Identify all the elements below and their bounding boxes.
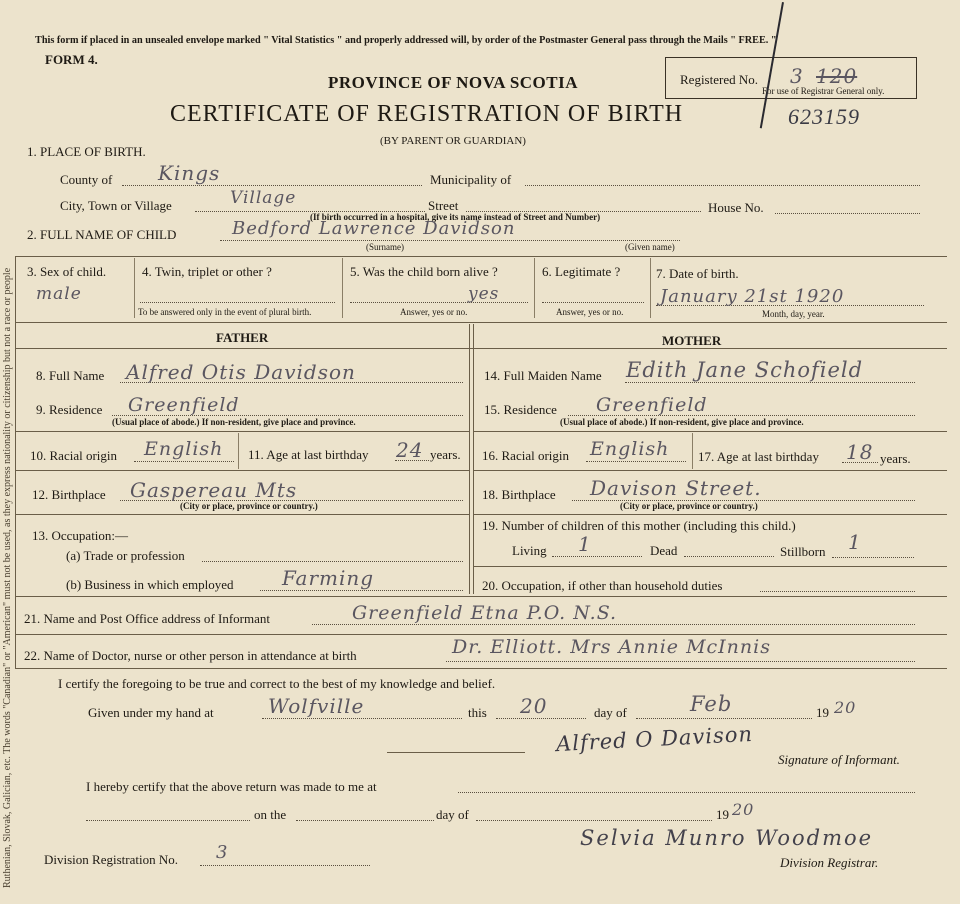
dob-value: January 21st 1920 [660,286,845,307]
father-birthplace-value: Gaspereau Mts [130,478,298,502]
mother-racial-line [586,461,686,462]
stillborn-line [832,557,914,558]
mother-years-label: years. [880,451,911,466]
division-registration-label: Division Registration No. [44,852,178,867]
registrar-day-line [296,820,434,821]
mother-racial-value: English [590,438,670,460]
rule [15,348,947,349]
given-month-value: Feb [690,692,733,716]
registrar-month-line [476,820,712,821]
father-name-label: 8. Full Name [36,368,105,383]
father-years-label: years. [430,447,461,462]
father-residence-label: 9. Residence [36,402,103,417]
registrar-year-value: 20 [732,800,755,819]
father-racial-value: English [144,438,224,460]
father-residence-value: Greenfield [128,394,240,416]
mail-notice: This form if placed in an unsealed envelope marked " Vital Statistics " and properly addressed will, by order of the Postmaster General pass through the Mails " FREE. " [35,34,777,46]
born-alive-note: Answer, yes or no. [400,307,468,317]
registrar-place-line [458,792,915,793]
county-line [122,185,422,186]
mother-abode-note: (Usual place of abode.) If non-resident, give place and province. [560,417,804,427]
father-birthplace-note: (City or place, province or country.) [180,501,318,511]
rule [15,256,947,257]
given-day-value: 20 [520,694,548,718]
informant-signature: Alfred O Davison [555,721,754,757]
rule [238,433,239,469]
registrar-signature: Selvia Munro Woodmoe [580,826,874,850]
sex-label: 3. Sex of child. [27,264,107,279]
living-label: Living [512,543,547,558]
father-heading: FATHER [216,330,269,345]
dob-label: 7. Date of birth. [656,266,739,281]
plural-birth-note: To be answered only in the event of plural birth. [138,307,312,317]
father-name-value: Alfred Otis Davidson [126,360,356,384]
child-name-line [220,240,680,241]
mother-occupation-label: 20. Occupation, if other than household duties [482,578,723,593]
father-racial-line [134,461,234,462]
mother-age-value: 18 [846,440,874,464]
attendant-label: 22. Name of Doctor, nurse or other person in attendance at birth [24,648,357,663]
father-racial-label: 10. Racial origin [30,448,118,463]
day-of-label: day of [594,705,627,720]
municipality-label: Municipality of [430,172,512,187]
house-line [775,213,920,214]
occupation-label: 13. Occupation:— [32,528,129,543]
province-heading: PROVINCE OF NOVA SCOTIA [328,73,579,92]
rule [15,256,16,668]
form-number: FORM 4. [45,52,98,67]
informant-label: 21. Name and Post Office address of Informant [24,611,270,626]
attendant-value: Dr. Elliott. Mrs Annie McInnis [452,636,771,658]
mother-residence-label: 15. Residence [484,402,557,417]
rule [15,514,469,515]
father-age-label: 11. Age at last birthday [248,447,369,462]
city-value: Village [230,188,297,208]
division-registration-value: 3 [216,842,229,863]
dob-note: Month, day, year. [762,309,825,319]
given-place-line [262,718,462,719]
rule [15,668,947,669]
legitimate-line [542,302,644,303]
father-birthplace-label: 12. Birthplace [32,487,106,502]
municipality-line [525,185,920,186]
registered-struck-value: 120 [816,64,858,88]
certificate-title: CERTIFICATE OF REGISTRATION OF BIRTH [170,101,684,127]
born-alive-line [350,302,528,303]
rule [534,258,535,318]
mother-racial-label: 16. Racial origin [482,448,570,463]
given-label: Given under my hand at [88,705,214,720]
rule [15,634,947,635]
mother-birthplace-label: 18. Birthplace [482,487,556,502]
place-of-birth-label: 1. PLACE OF BIRTH. [27,144,146,159]
child-name-label: 2. FULL NAME OF CHILD [27,227,177,242]
mother-birthplace-note: (City or place, province or country.) [620,501,758,511]
street-label: Street [428,198,459,213]
given-place-value: Wolfville [268,694,365,718]
registrar-day-of-label: day of [436,807,469,822]
hospital-note: (If birth occurred in a hospital, give its name instead of Street and Number) [310,212,601,222]
mother-birthplace-value: Davison Street. [590,476,762,500]
on-the-label: on the [254,807,287,822]
rule [650,258,651,318]
informant-value: Greenfield Etna P.O. N.S. [352,602,618,624]
division-registration-line [200,865,370,866]
parents-divider [473,324,474,594]
city-label: City, Town or Village [60,198,172,213]
legitimate-label: 6. Legitimate ? [542,264,621,279]
registrar-year-prefix: 19 [716,807,729,822]
mother-residence-value: Greenfield [596,394,708,416]
county-label: County of [60,172,113,187]
rule [473,566,947,567]
parents-divider [469,324,470,594]
stillborn-label: Stillborn [780,544,826,559]
mother-name-value: Edith Jane Schofield [626,358,864,382]
business-value: Farming [282,566,375,590]
legitimate-note: Answer, yes or no. [556,307,624,317]
rule [342,258,343,318]
rule [15,322,947,323]
child-name-value: Bedford Lawrence Davidson [232,218,516,239]
rule [15,431,469,432]
sex-value: male [36,284,82,304]
certify-statement: I certify the foregoing to be true and correct to the best of my knowledge and belief. [58,676,496,691]
rule [473,470,947,471]
mother-name-label: 14. Full Maiden Name [484,368,602,383]
mother-occupation-line [760,591,915,592]
house-label: House No. [708,200,764,215]
father-abode-note: (Usual place of abode.) If non-resident, give place and province. [112,417,356,427]
mother-name-line [625,382,915,383]
registrar-lead-line [86,820,250,821]
attendant-line [446,661,915,662]
given-name-note: (Given name) [625,242,675,252]
registrar-signature-label: Division Registrar. [780,855,879,870]
informant-line [312,624,915,625]
given-day-line [496,718,586,719]
rule [15,470,469,471]
registrar-general-note: For use of Registrar General only. [762,86,885,96]
year-value: 20 [834,698,857,717]
county-value: Kings [158,161,221,185]
registered-label: Registered No. [680,72,758,87]
rule [473,431,947,432]
registered-value: 3 [790,64,804,88]
rule [473,514,947,515]
mother-heading: MOTHER [662,333,722,348]
father-age-value: 24 [396,438,424,462]
born-alive-label: 5. Was the child born alive ? [350,264,498,279]
twin-line [140,302,335,303]
dead-line [684,556,774,557]
born-alive-value: yes [468,284,500,304]
living-line [552,556,642,557]
margin-note: Ruthenian, Slovak, Galician, etc. The words "Canadian" or "American" must not be used, as they express nationality or citizenship but not a race or people [2,267,13,888]
given-month-line [636,718,812,719]
mother-age-label: 17. Age at last birthday [698,449,819,464]
twin-label: 4. Twin, triplet or other ? [142,264,272,279]
business-line [260,590,463,591]
registrar-statement: I hereby certify that the above return was made to me at [86,779,377,794]
rule [134,258,135,318]
trade-label: (a) Trade or profession [66,548,185,563]
registered-box [665,57,917,99]
trade-line [202,561,463,562]
living-value: 1 [578,532,592,556]
business-label: (b) Business in which employed [66,577,234,592]
year-prefix: 19 [816,705,829,720]
dead-label: Dead [650,543,678,558]
informant-signature-label: Signature of Informant. [778,752,900,767]
stamp-number: 623159 [788,104,860,129]
certificate-subtitle: (BY PARENT OR GUARDIAN) [380,135,526,147]
rule [692,433,693,469]
children-count-label: 19. Number of children of this mother (including this child.) [482,518,796,533]
stillborn-value: 1 [848,530,862,554]
this-label: this [468,705,487,720]
rule [15,596,947,597]
surname-note: (Surname) [366,242,404,252]
signature-rule [387,752,525,753]
